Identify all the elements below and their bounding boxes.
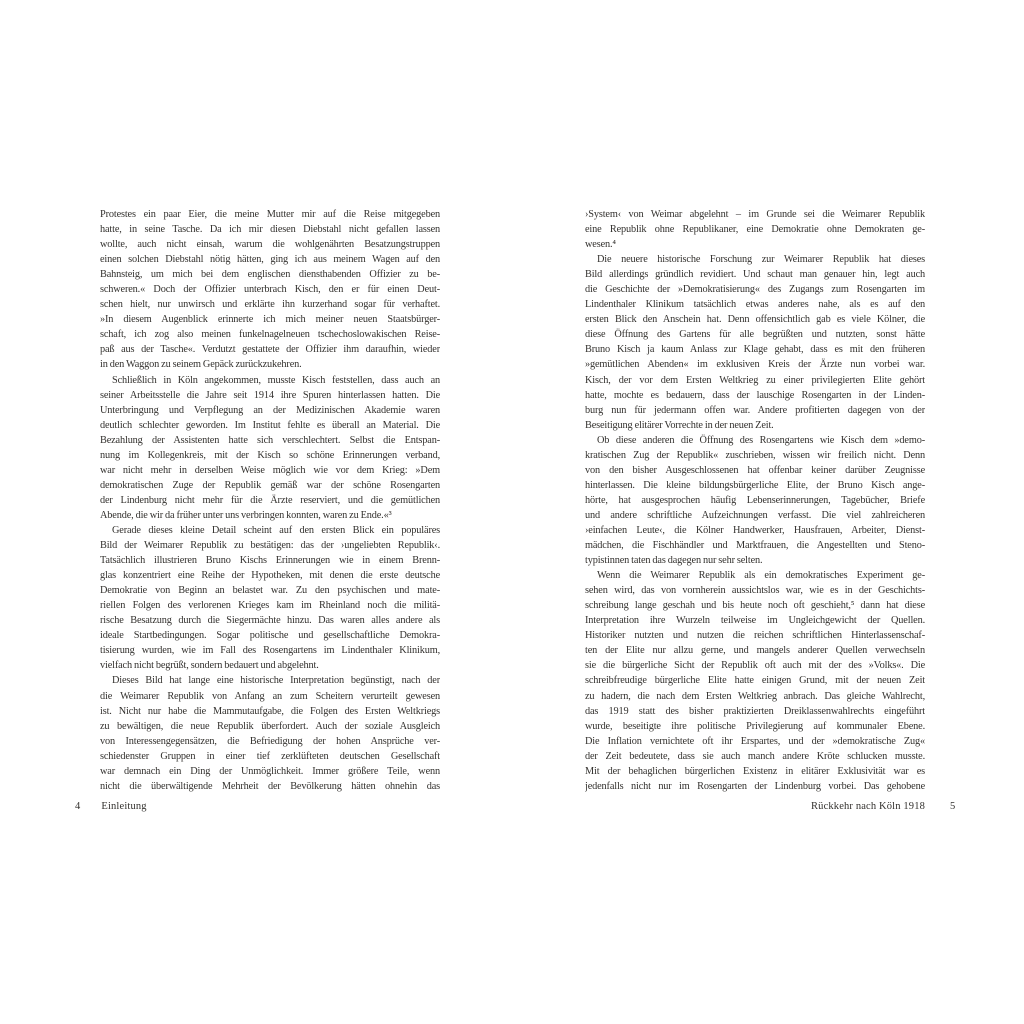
text-line: ›System‹ von Weimar abgelehnt – im Grunde sei die Weimarer Republik: [585, 209, 925, 220]
text-line: das 1919 statt des bisher praktizierten Dreiklassenwahlrechts eingeführt: [585, 705, 925, 717]
text-line: der Lindenburg nicht mehr für die Ärzte reserviert, und die gemütlichen: [100, 494, 440, 506]
text-line: hörte, hat ausgesprochen häufig Lebenserinnerungen, Tagebücher, Briefe: [585, 494, 925, 506]
right-page-footer: [585, 801, 925, 812]
paragraph: [100, 207, 440, 373]
paragraph: [585, 433, 925, 568]
text-line: einen solchen Diebstahl nötig hätten, ging ich aus meinem Wagen auf den: [100, 254, 440, 266]
text-line: zu hadern, die nach dem Ersten Weltkrieg anbrach. Das gleiche Wahlrecht,: [585, 690, 925, 702]
left-page-text-column: [100, 207, 440, 794]
text-line: war demnach ein Ding der Unmöglichkeit. Immer größere Teile, wenn: [100, 765, 440, 777]
text-line: sehen wird, das von vornherein aussichtslos war, wie es in der Geschichts-: [585, 585, 925, 597]
text-line: hinterlassen. Die kleine bildungsbürgerliche Elite, der Bruno Kisch ange-: [585, 479, 925, 491]
text-line: schen hielt, nur unwirsch und erklärte ihn kurzerhand sogar für verhaftet.: [100, 299, 440, 311]
paragraph: [100, 673, 440, 793]
right-page-text-column: [585, 207, 925, 794]
text-line: von den bisher Ausgeschlossenen hat offenbar keiner darüber Zeugnisse: [585, 464, 925, 476]
text-line: Wenn die Weimarer Republik als ein demokratisches Experiment ge-: [597, 570, 925, 582]
text-line: mädchen, die Fischhändler und Marktfrauen, die Angestellten und Steno-: [585, 540, 925, 552]
left-page-number: 4: [75, 801, 81, 812]
text-line: Kisch, der vor dem Ersten Weltkrieg zu einer privilegierten Elite gehört: [585, 374, 925, 386]
text-line: ideale Startbedingungen. Sogar politische und gesellschaftliche Demokra-: [100, 630, 440, 642]
text-line: in den Waggon zu seinem Gepäck zurückzukehren.: [100, 359, 302, 371]
text-line: wesen.⁴: [585, 239, 616, 251]
text-line: nicht die überwältigende Mehrheit der Bevölkerung hätten ohnehin das: [100, 780, 440, 792]
text-line: Tatsächlich illustrieren Bruno Kischs Erinnerungen wie in einem Brenn-: [100, 555, 440, 567]
text-line: Lindenthaler Klinikum tatsächlich etwas anderes nahe, als es auf den: [585, 299, 925, 311]
paragraph: [585, 252, 925, 433]
text-line: riellen Folgen des verlorenen Krieges kam im Rheinland noch die militä-: [100, 600, 440, 612]
text-line: Ob diese anderen die Öffnung des Rosengartens wie Kisch dem »demo-: [597, 434, 925, 446]
text-line: von Interessengegensätzen, die Befriedigung der hohen Ansprüche ver-: [100, 735, 440, 747]
text-line: Bruno Kisch ja kaum Anlass zur Klage gehabt, dass es mit den früheren: [585, 344, 925, 356]
paragraph: [585, 568, 925, 794]
text-line: nung im Kollegenkreis, mit der Kisch so schöne Erinnerungen verband,: [100, 449, 440, 461]
text-line: wollte, auch nicht einsah, warum die wohlgenährten Besatzungstruppen: [100, 239, 440, 251]
text-line: ist. Nicht nur habe die Mammutaufgabe, die Folgen des Ersten Weltkriegs: [100, 705, 440, 717]
text-line: Historiker nutzten und nutzen die reichen schriftlichen Hinterlassenschaf-: [585, 630, 925, 642]
left-running-head: Einleitung: [101, 801, 147, 812]
right-page-number: 5: [950, 801, 956, 812]
text-line: kratischen Zug der Republik« zuschrieben, wissen wir freilich nicht. Denn: [585, 449, 925, 461]
text-line: die Weimarer Republik von Anfang an zum Scheitern verurteilt gewesen: [100, 690, 440, 702]
text-line: typistinnen taten das dagegen nur sehr selten.: [585, 555, 763, 567]
text-line: Demokratie von Beginn an belastet war. Zu den psychischen und mate-: [100, 585, 440, 597]
right-running-head: Rückkehr nach Köln 1918: [811, 801, 925, 812]
text-line: »In diesem Augenblick erinnerte ich mich meiner neuen Staatsbürger-: [100, 314, 440, 326]
text-line: »gemütlichen Abenden« im exklusiven Kreis der Ärzte nun vorbei war.: [585, 359, 925, 371]
text-line: war nicht mehr in derselben Weise möglich wie vor dem Krieg: »Dem: [100, 464, 440, 476]
text-line: Unterbringung und Verpflegung an der Medizinischen Akademie waren: [100, 404, 440, 416]
text-line: deutlich schlechter geworden. Im Institut fehlte es überall an Material. Die: [100, 419, 440, 431]
text-line: eine Republik ohne Republikaner, eine Demokratie ohne Demokraten ge-: [585, 224, 925, 236]
text-line: tisierung wurden, wie im Fall des Rosengartens im Lindenthaler Klinikum,: [100, 645, 440, 657]
text-line: seiner Arbeitsstelle die Jahre seit 1914 ihre Spuren hinterlassen hatten. Die: [100, 389, 440, 401]
left-page-footer: [75, 801, 147, 812]
text-line: Die neuere historische Forschung zur Weimarer Republik hat dieses: [597, 254, 925, 266]
text-line: Protestes ein paar Eier, die meine Mutter mir auf die Reise mitgegeben: [100, 209, 440, 220]
text-line: diese Öffnung des Gartens für alle begrüßten und nutzten, sonst hätte: [585, 329, 925, 341]
text-line: Abende, die wir da früher unter uns verbringen konnten, waren zu Ende.«³: [100, 509, 392, 521]
paragraph: [585, 207, 925, 252]
text-line: Beseitigung elitärer Vorrechte in der neuen Zeit.: [585, 419, 774, 431]
text-line: der Zeit bedeutete, dass sie auch manch andere Kröte schlucken musste.: [585, 750, 925, 762]
paragraph: [100, 523, 440, 673]
text-line: sie die bürgerliche Sicht der Republik oft auch mit der des »Volks«. Die: [585, 660, 925, 672]
text-line: glas konzentriert eine Reihe der Hypotheken, mit denen die erste deutsche: [100, 570, 440, 582]
text-line: zu bewältigen, die neue Republik überfordert. Auch der soziale Ausgleich: [100, 720, 440, 732]
text-line: Bild allerdings gründlich revidiert. Und schaut man genauer hin, legt auch: [585, 269, 925, 281]
text-line: rische Besatzung durch die Siegermächte hinzu. Das waren alles andere als: [100, 615, 440, 627]
text-line: ten der Elite nur allzu gerne, und mangels anderer Quellen verwechseln: [585, 645, 925, 657]
text-line: jedenfalls nicht nur im Rosengarten der Lindenburg vorbei. Das gehobene: [585, 780, 925, 792]
text-line: Die Inflation vernichtete oft ihr Erspartes, und der »demokratische Zug«: [585, 735, 925, 747]
text-line: hatte, in seine Tasche. Da ich mir diesen Diebstahl nicht gefallen lassen: [100, 224, 440, 236]
text-line: schreibfreudige bürgerliche Elite hatte einigen Grund, mit der neuen Zeit: [585, 675, 925, 687]
text-line: schiedenster Gruppen in einer tief zerklüfteten deutschen Gesellschaft: [100, 750, 440, 762]
text-line: paß aus der Tasche«. Verdutzt gestattete der Offizier ihm daraufhin, wieder: [100, 344, 440, 356]
text-line: schweren.« Doch der Offizier unterbrach Kisch, den er für einen Deut-: [100, 284, 440, 296]
text-line: Bild der Weimarer Republik zu bestätigen: das der ›ungeliebten Republik‹.: [100, 540, 440, 552]
text-line: burg nun für jedermann offen war. Andere profitierten dagegen von der: [585, 404, 925, 416]
text-line: Interpretation ihre Wurzeln teilweise im Ungleichgewicht der Quellen.: [585, 615, 925, 627]
text-line: Mit der behaglichen bürgerlichen Existenz in elitärer Exklusivität war es: [585, 765, 925, 777]
text-line: und andere schriftliche Aufzeichnungen verfasst. Die viel zahlreicheren: [585, 509, 925, 521]
text-line: Dieses Bild hat lange eine historische Interpretation begünstigt, nach der: [112, 675, 440, 687]
text-line: Gerade dieses kleine Detail scheint auf den ersten Blick ein populäres: [112, 524, 440, 536]
text-line: schreibung lange geschah und bis heute noch oft geschieht,⁵ dann hat diese: [585, 600, 925, 612]
text-line: Bahnsteig, um mich bei dem englischen diensthabenden Offizier zu be-: [100, 269, 440, 281]
text-line: ersten Blick den Anschein hat. Denn offensichtlich gab es viele Kölner, die: [585, 314, 925, 326]
text-line: Bezahlung der Assistenten hatte sich verschlechtert. Selbst die Entspan-: [100, 434, 440, 446]
text-line: vielfach nicht begrüßt, sondern bedauert und abgelehnt.: [100, 660, 319, 672]
text-line: Schließlich in Köln angekommen, musste Kisch feststellen, dass auch an: [112, 374, 440, 386]
text-line: ›einfachen Leute‹, die Kölner Handwerker, Hausfrauen, Arbeiter, Dienst-: [585, 524, 925, 536]
text-line: wurde, beseitigte ihre politische Privilegierung auf kommunaler Ebene.: [585, 720, 925, 732]
text-line: schaft, ich zog also meinen funkelnagelneuen tschechoslowakischen Reise-: [100, 329, 440, 341]
text-line: demokratischen Zuge der Republik gemäß war der schöne Rosengarten: [100, 479, 440, 491]
text-line: die Geschichte der »Demokratisierung« des Zugangs zum Rosengarten im: [585, 284, 925, 296]
text-line: hatte, mochte es bedauern, dass der lauschige Rosengarten in der Linden-: [585, 389, 925, 401]
paragraph: [100, 373, 440, 523]
